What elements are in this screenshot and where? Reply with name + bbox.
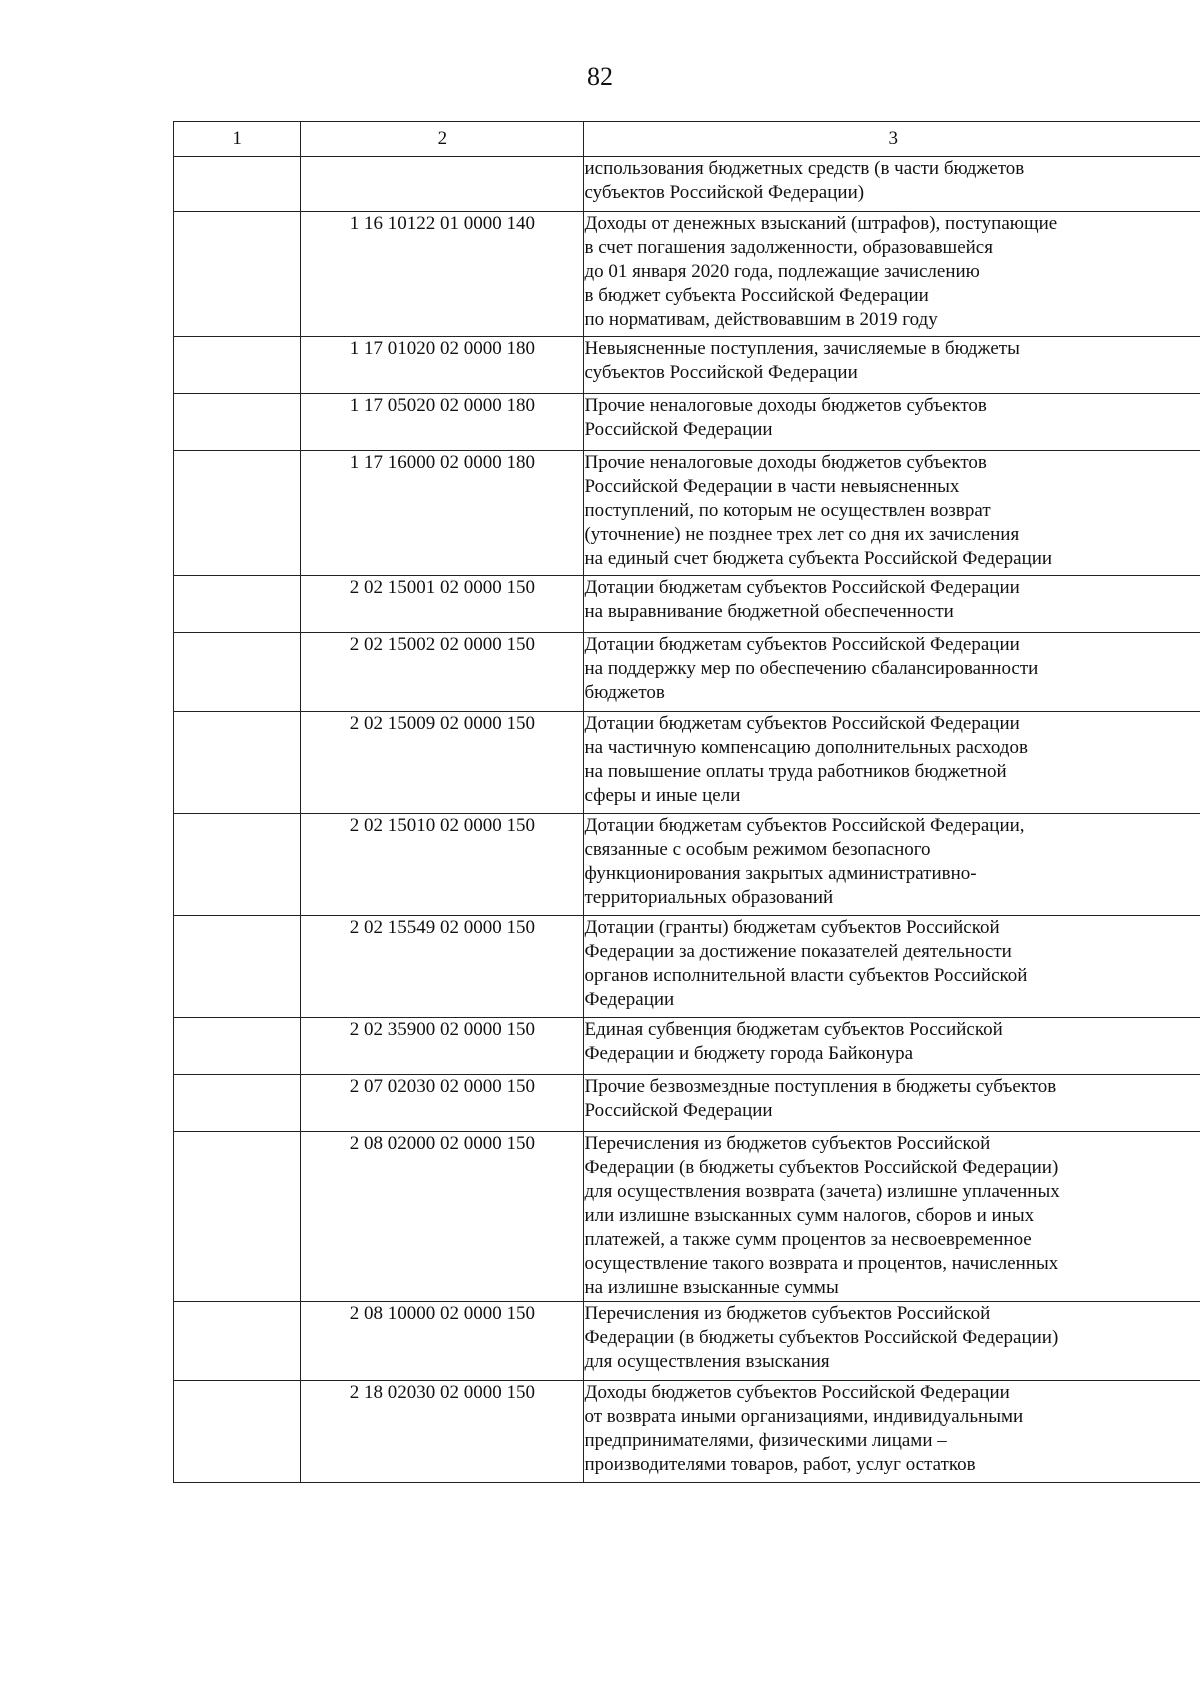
table-row (174, 633, 1200, 712)
budget-code-cell: 2 18 02030 02 0000 150 (301, 1381, 584, 1483)
description-line: Федерации (в бюджеты субъектов Российской Федерации) (584, 1157, 1059, 1178)
table-row (174, 394, 1200, 451)
budget-code-cell: 2 08 02000 02 0000 150 (301, 1132, 584, 1302)
description-line: на излишне взысканные суммы (584, 1277, 839, 1298)
table-row (174, 1018, 1200, 1075)
table-row (174, 1302, 1200, 1381)
description-line: от возврата иными организациями, индивидуальными (584, 1406, 1024, 1427)
budget-code-cell: 2 02 35900 02 0000 150 (301, 1018, 584, 1075)
description-line: Дотации бюджетам субъектов Российской Федерации (584, 634, 1020, 655)
description-line: платежей, а также сумм процентов за несвоевременное (584, 1229, 1032, 1250)
description-line: Дотации бюджетам субъектов Российской Федерации (584, 577, 1020, 598)
description-line: Прочие неналоговые доходы бюджетов субъектов (584, 452, 987, 473)
description-cell (584, 1018, 1200, 1075)
table-row (174, 157, 1200, 212)
description-line: в счет погашения задолженности, образовавшейся (584, 237, 993, 258)
table-row (174, 337, 1200, 394)
column-header-3: 3 (584, 122, 1200, 157)
budget-code-cell: 2 02 15002 02 0000 150 (301, 633, 584, 712)
description-line: на поддержку мер по обеспечению сбалансированности (584, 658, 1039, 679)
budget-code-cell: 1 17 05020 02 0000 180 (301, 394, 584, 451)
description-line: на повышение оплаты труда работников бюджетной (584, 761, 1007, 782)
row-number-cell (174, 157, 301, 212)
description-cell (584, 712, 1200, 814)
budget-code-cell: 1 16 10122 01 0000 140 (301, 212, 584, 337)
description-line: Дотации (гранты) бюджетам субъектов Российской (584, 917, 1000, 938)
row-number-cell (174, 1018, 301, 1075)
description-line: на единый счет бюджета субъекта Российской Федерации (584, 548, 1053, 569)
budget-code-cell: 2 07 02030 02 0000 150 (301, 1075, 584, 1132)
description-line: Федерации за достижение показателей деятельности (584, 941, 1012, 962)
description-line: сферы и иные цели (584, 785, 741, 806)
description-cell (584, 916, 1200, 1018)
page-number: 82 (587, 62, 613, 91)
budget-code-cell (301, 157, 584, 212)
column-header-2: 2 (301, 122, 584, 157)
description-line: использования бюджетных средств (в части бюджетов (584, 158, 1025, 179)
description-line: в бюджет субъекта Российской Федерации (584, 285, 929, 306)
column-header-1: 1 (174, 122, 301, 157)
table-row (174, 712, 1200, 814)
description-line: Федерации (584, 989, 675, 1010)
description-line: территориальных образований (584, 887, 834, 908)
description-line: Перечисления из бюджетов субъектов Российской (584, 1133, 991, 1154)
budget-code-cell: 2 02 15001 02 0000 150 (301, 576, 584, 633)
table-row (174, 212, 1200, 337)
description-line: или излишне взысканных сумм налогов, сборов и иных (584, 1205, 1035, 1226)
description-line: органов исполнительной власти субъектов Российской (584, 965, 1028, 986)
description-cell (584, 451, 1200, 576)
description-line: производителями товаров, работ, услуг остатков (584, 1454, 976, 1475)
description-cell (584, 1075, 1200, 1132)
description-line: Российской Федерации (584, 419, 773, 440)
description-line: Дотации бюджетам субъектов Российской Федерации (584, 713, 1020, 734)
table-row (174, 451, 1200, 576)
row-number-cell (174, 712, 301, 814)
description-line: Прочие неналоговые доходы бюджетов субъектов (584, 395, 987, 416)
description-line: Федерации (в бюджеты субъектов Российской Федерации) (584, 1327, 1059, 1348)
row-number-cell (174, 916, 301, 1018)
budget-code-cell: 1 17 01020 02 0000 180 (301, 337, 584, 394)
description-cell (584, 337, 1200, 394)
description-line: субъектов Российской Федерации (584, 362, 858, 383)
description-line: бюджетов (584, 682, 665, 703)
description-cell (584, 212, 1200, 337)
description-line: Дотации бюджетам субъектов Российской Федерации, (584, 815, 1025, 836)
row-number-cell (174, 576, 301, 633)
description-line: по нормативам, действовавшим в 2019 году (584, 309, 938, 330)
table-row (174, 814, 1200, 916)
budget-code-cell: 2 02 15010 02 0000 150 (301, 814, 584, 916)
description-line: Единая субвенция бюджетам субъектов Российской (584, 1019, 1003, 1040)
description-cell (584, 576, 1200, 633)
description-cell (584, 1381, 1200, 1483)
description-cell (584, 814, 1200, 916)
row-number-cell (174, 337, 301, 394)
description-line: Невыясненные поступления, зачисляемые в бюджеты (584, 338, 1020, 359)
description-cell (584, 633, 1200, 712)
row-number-cell (174, 1381, 301, 1483)
row-number-cell (174, 814, 301, 916)
row-number-cell (174, 1075, 301, 1132)
description-line: функционирования закрытых административно- (584, 863, 977, 884)
description-line: субъектов Российской Федерации) (584, 182, 865, 203)
budget-code-cell: 1 17 16000 02 0000 180 (301, 451, 584, 576)
table-header-row (174, 122, 1200, 157)
description-line: осуществление такого возврата и процентов, начисленных (584, 1253, 1059, 1274)
description-line: Доходы бюджетов субъектов Российской Федерации (584, 1382, 1010, 1403)
description-line: Российской Федерации в части невыясненных (584, 476, 960, 497)
description-line: Федерации и бюджету города Байконура (584, 1043, 914, 1064)
row-number-cell (174, 1132, 301, 1302)
description-line: поступлений, по которым не осуществлен возврат (584, 500, 991, 521)
description-line: до 01 января 2020 года, подлежащие зачислению (584, 261, 980, 282)
description-line: предпринимателями, физическими лицами – (584, 1430, 947, 1451)
description-line: Перечисления из бюджетов субъектов Российской (584, 1303, 991, 1324)
row-number-cell (174, 1302, 301, 1381)
budget-classification-table (173, 121, 1200, 1483)
description-line: (уточнение) не позднее трех лет со дня их зачисления (584, 524, 1020, 545)
row-number-cell (174, 633, 301, 712)
description-line: на выравнивание бюджетной обеспеченности (584, 601, 954, 622)
row-number-cell (174, 451, 301, 576)
budget-code-cell: 2 08 10000 02 0000 150 (301, 1302, 584, 1381)
table-row (174, 1075, 1200, 1132)
description-line: связанные с особым режимом безопасного (584, 839, 931, 860)
table-row (174, 916, 1200, 1018)
description-cell (584, 1132, 1200, 1302)
table-row (174, 1381, 1200, 1483)
row-number-cell (174, 212, 301, 337)
description-cell (584, 394, 1200, 451)
description-cell (584, 1302, 1200, 1381)
description-line: Российской Федерации (584, 1100, 773, 1121)
budget-code-cell: 2 02 15009 02 0000 150 (301, 712, 584, 814)
description-line: для осуществления возврата (зачета) излишне уплаченных (584, 1181, 1060, 1202)
row-number-cell (174, 394, 301, 451)
table-row (174, 1132, 1200, 1302)
table-row (174, 576, 1200, 633)
description-line: Прочие безвозмездные поступления в бюджеты субъектов (584, 1076, 1057, 1097)
description-cell (584, 157, 1200, 212)
description-line: на частичную компенсацию дополнительных расходов (584, 737, 1028, 758)
description-line: Доходы от денежных взысканий (штрафов), поступающие (584, 213, 1058, 234)
budget-code-cell: 2 02 15549 02 0000 150 (301, 916, 584, 1018)
table-body (174, 157, 1200, 1483)
description-line: для осуществления взыскания (584, 1351, 830, 1372)
